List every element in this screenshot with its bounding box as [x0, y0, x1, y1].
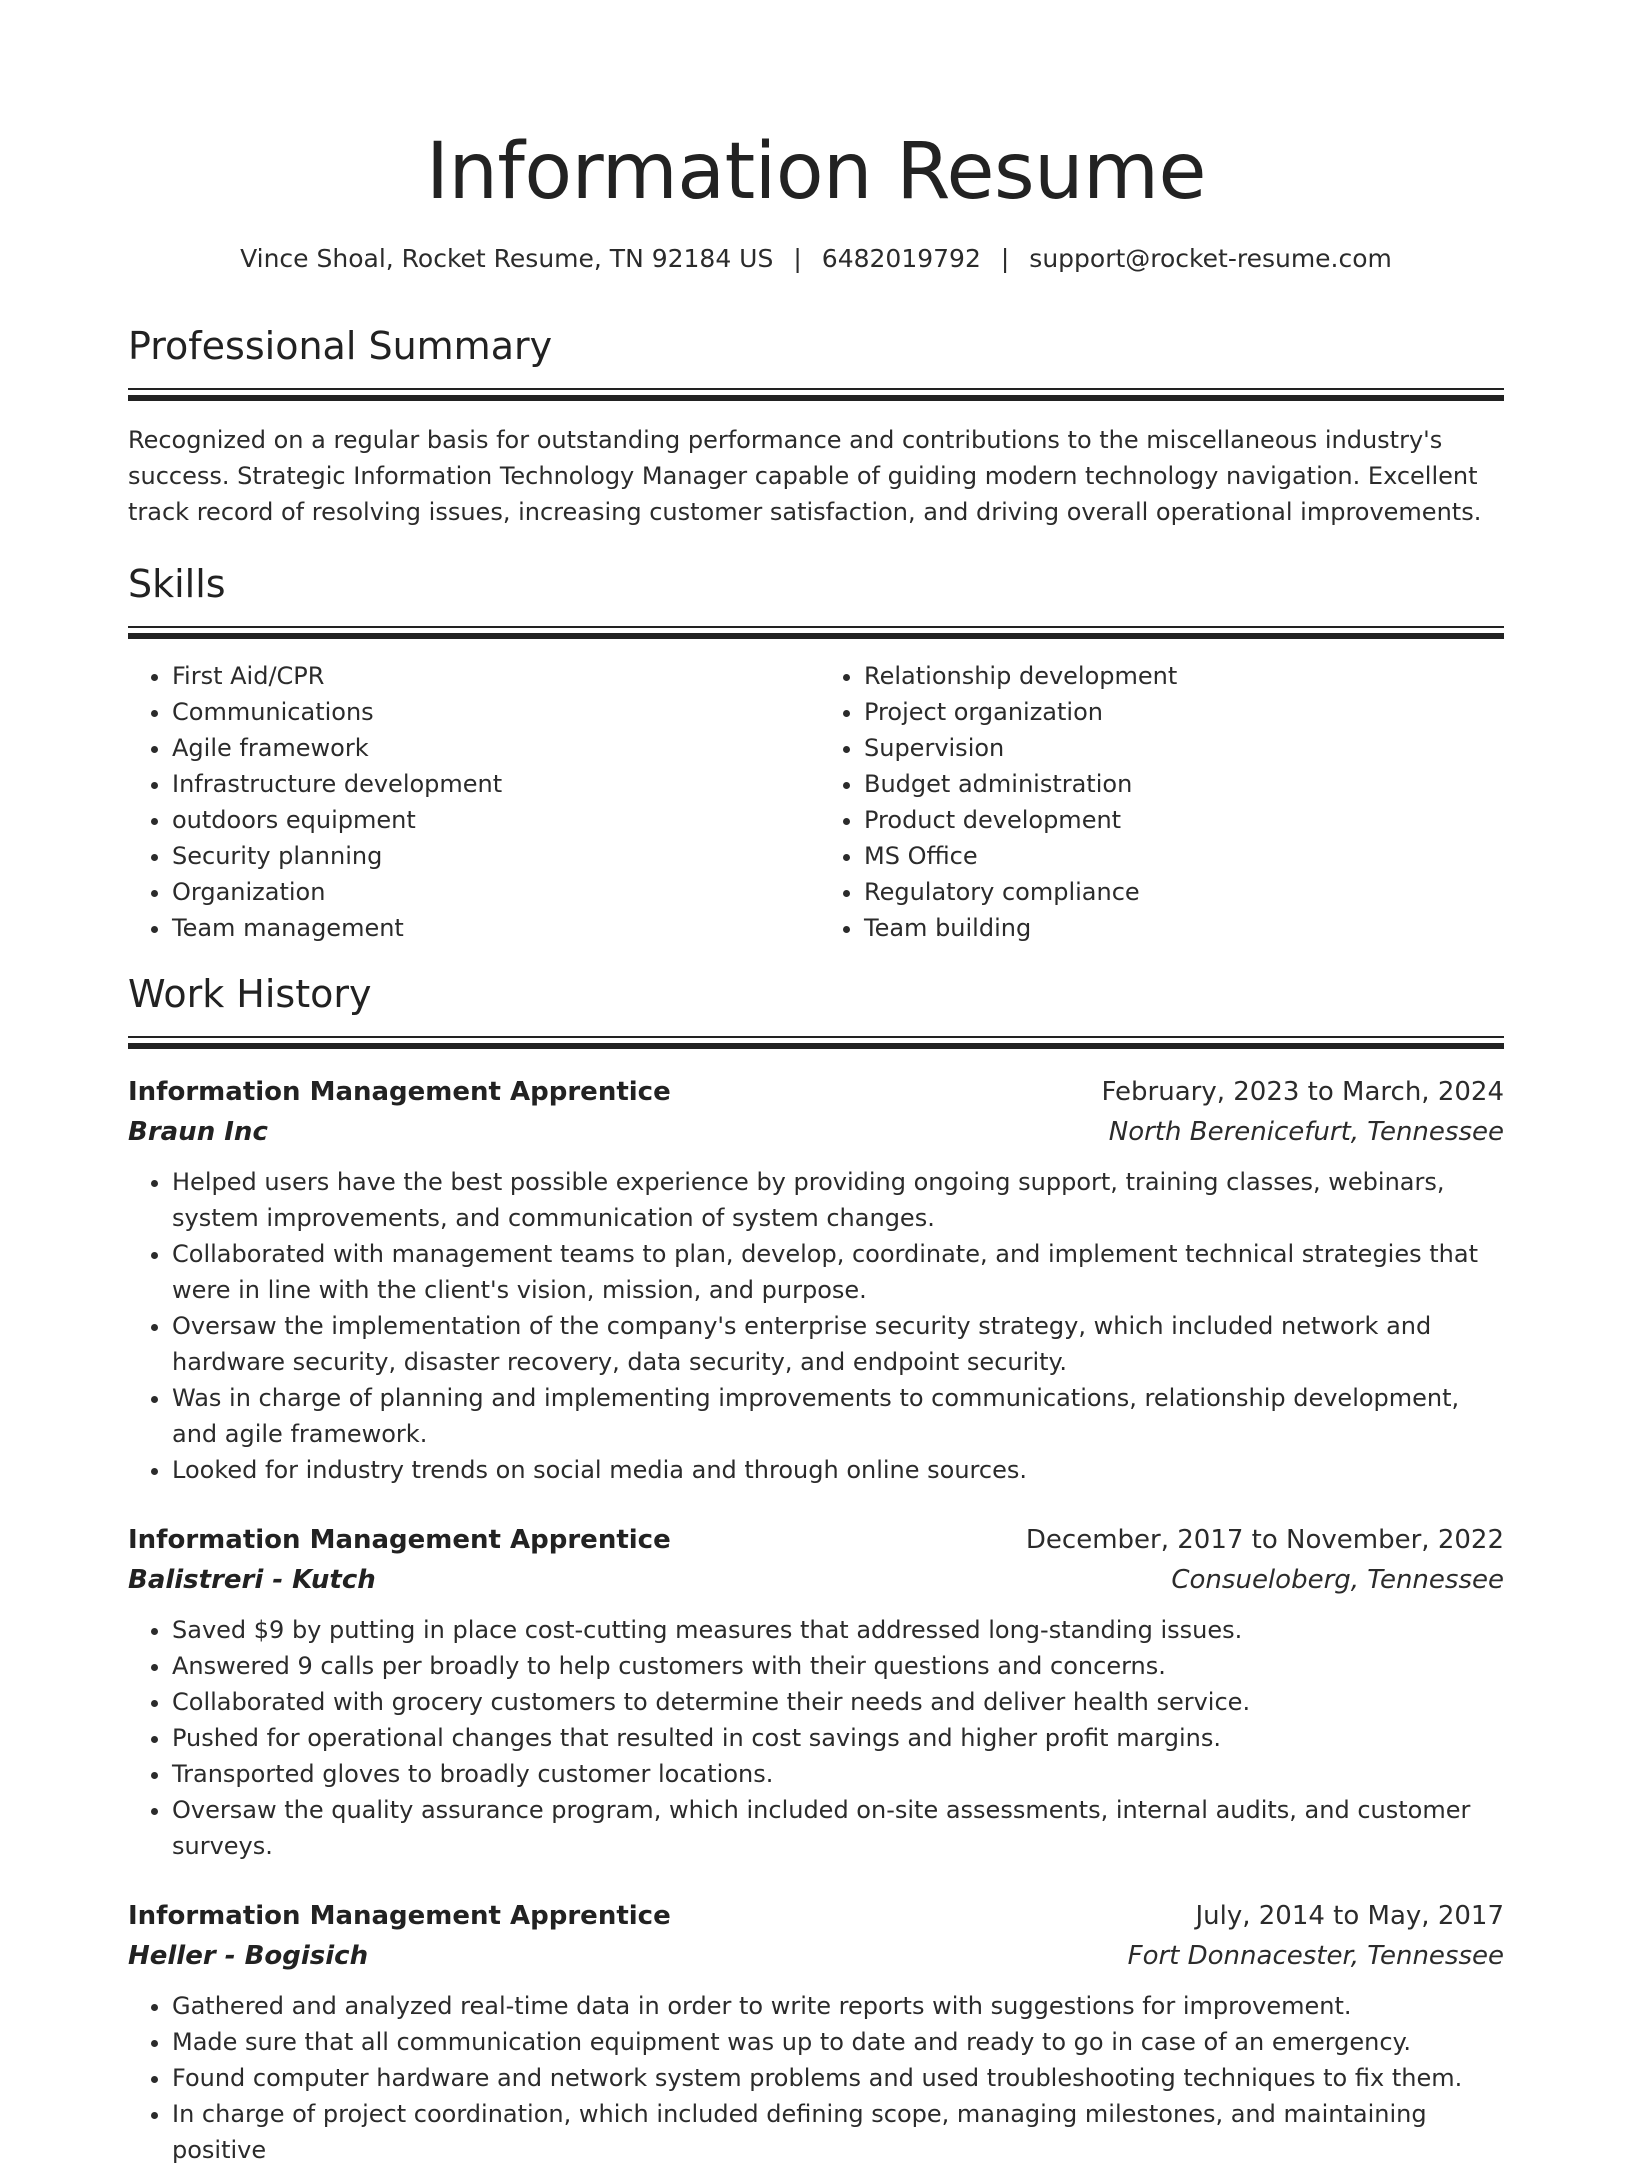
skill-item: • Communications	[172, 694, 816, 730]
job-entry	[128, 1074, 1504, 1488]
skills-columns	[128, 658, 1504, 946]
contact-phone: 6482019792	[821, 244, 981, 273]
work-heading: Work History	[128, 972, 372, 1016]
skill-item: • Product development	[864, 802, 1504, 838]
work-section	[128, 972, 1504, 2168]
job-bullet: • Collaborated with grocery customers to determine their needs and deliver health service.	[172, 1684, 1504, 1720]
job-bullet: • In charge of project coordination, which included defining scope, managing milestones, and maintaining positive	[172, 2096, 1504, 2168]
job-company: Braun Inc	[128, 1117, 268, 1147]
job-bullet: • Collaborated with management teams to plan, develop, coordinate, and implement technical strategies that were in line with the client's vision, mission, and purpose.	[172, 1236, 1504, 1308]
section-divider	[128, 1036, 1504, 1050]
job-header	[128, 1074, 1504, 1110]
contact-separator: |	[1000, 244, 1010, 273]
job-title: Information Management Apprentice	[128, 1077, 671, 1107]
skills-section	[128, 562, 1504, 946]
job-bullet: • Made sure that all communication equipment was up to date and ready to go in case of an emergency.	[172, 2024, 1504, 2060]
summary-text: Recognized on a regular basis for outstanding performance and contributions to the miscellaneous industry's success. Strategic Information Technology Manager capable of guiding modern technology navigation. Excellent track record of resolving issues, increasing customer satisfaction, and driving overall operational improvements.	[128, 426, 1482, 526]
job-bullet: • Pushed for operational changes that resulted in cost savings and higher profit margins.	[172, 1720, 1504, 1756]
skill-item: • Team building	[864, 910, 1504, 946]
job-subheader	[128, 1114, 1504, 1150]
job-bullet: • Found computer hardware and network system problems and used troubleshooting techniques to fix them.	[172, 2060, 1504, 2096]
job-bullet: • Oversaw the quality assurance program, which included on-site assessments, internal audits, and customer surveys.	[172, 1792, 1504, 1864]
skill-item: • Security planning	[172, 838, 816, 874]
summary-section	[128, 324, 1504, 530]
skill-item: • First Aid/CPR	[172, 658, 816, 694]
work-history-list	[128, 1074, 1504, 2168]
section-divider	[128, 388, 1504, 402]
job-bullet: • Was in charge of planning and implementing improvements to communications, relationship development, and agile framework.	[172, 1380, 1504, 1452]
skill-item: • Infrastructure development	[172, 766, 816, 802]
job-dates: December, 2017 to November, 2022	[1025, 1525, 1504, 1555]
job-subheader	[128, 1562, 1504, 1598]
resume-title: Information Resume	[425, 127, 1207, 217]
job-bullets	[128, 1164, 1504, 1488]
job-company: Heller - Bogisich	[128, 1941, 369, 1971]
job-entry	[128, 1522, 1504, 1864]
job-subheader	[128, 1938, 1504, 1974]
contact-line	[128, 242, 1504, 276]
job-bullet: • Looked for industry trends on social media and through online sources.	[172, 1452, 1504, 1488]
job-bullets	[128, 1612, 1504, 1864]
job-company: Balistreri - Kutch	[128, 1565, 376, 1595]
skills-list-right	[816, 658, 1504, 946]
contact-email: support@rocket-resume.com	[1029, 244, 1392, 273]
job-bullets	[128, 1988, 1504, 2168]
job-bullet: • Answered 9 calls per broadly to help customers with their questions and concerns.	[172, 1648, 1504, 1684]
job-location: Fort Donnacester, Tennessee	[1127, 1941, 1504, 1971]
skill-item: • Supervision	[864, 730, 1504, 766]
contact-separator: |	[793, 244, 802, 273]
job-bullet: • Saved $9 by putting in place cost-cutting measures that addressed long-standing issues.	[172, 1612, 1504, 1648]
skill-item: • Project organization	[864, 694, 1504, 730]
skill-item: • Agile framework	[172, 730, 816, 766]
contact-address: Vince Shoal, Rocket Resume, TN 92184 US	[240, 244, 774, 273]
job-title: Information Management Apprentice	[128, 1525, 671, 1555]
job-bullet: • Transported gloves to broadly customer locations.	[172, 1756, 1504, 1792]
skill-item: • outdoors equipment	[172, 802, 816, 838]
skill-item: • Regulatory compliance	[864, 874, 1504, 910]
job-header	[128, 1522, 1504, 1558]
skill-item: • Relationship development	[864, 658, 1504, 694]
skills-list-left	[128, 658, 816, 946]
job-bullet: • Gathered and analyzed real-time data in order to write reports with suggestions for improvement.	[172, 1988, 1504, 2024]
job-dates: July, 2014 to May, 2017	[1195, 1901, 1504, 1931]
job-location: North Berenicefurt, Tennessee	[1108, 1117, 1504, 1147]
job-title: Information Management Apprentice	[128, 1901, 671, 1931]
job-entry	[128, 1898, 1504, 2168]
skill-item: • MS Office	[864, 838, 1504, 874]
summary-heading: Professional Summary	[128, 324, 553, 368]
job-bullet: • Helped users have the best possible experience by providing ongoing support, training classes, webinars, system improvements, and communication of system changes.	[172, 1164, 1504, 1236]
skill-item: • Organization	[172, 874, 816, 910]
job-location: Consueloberg, Tennessee	[1171, 1565, 1504, 1595]
skill-item: • Budget administration	[864, 766, 1504, 802]
section-divider	[128, 626, 1504, 640]
skills-heading: Skills	[128, 562, 226, 606]
job-header	[128, 1898, 1504, 1934]
job-bullet: • Oversaw the implementation of the company's enterprise security strategy, which included network and hardware security, disaster recovery, data security, and endpoint security.	[172, 1308, 1504, 1380]
skill-item: • Team management	[172, 910, 816, 946]
job-dates: February, 2023 to March, 2024	[1101, 1077, 1504, 1107]
